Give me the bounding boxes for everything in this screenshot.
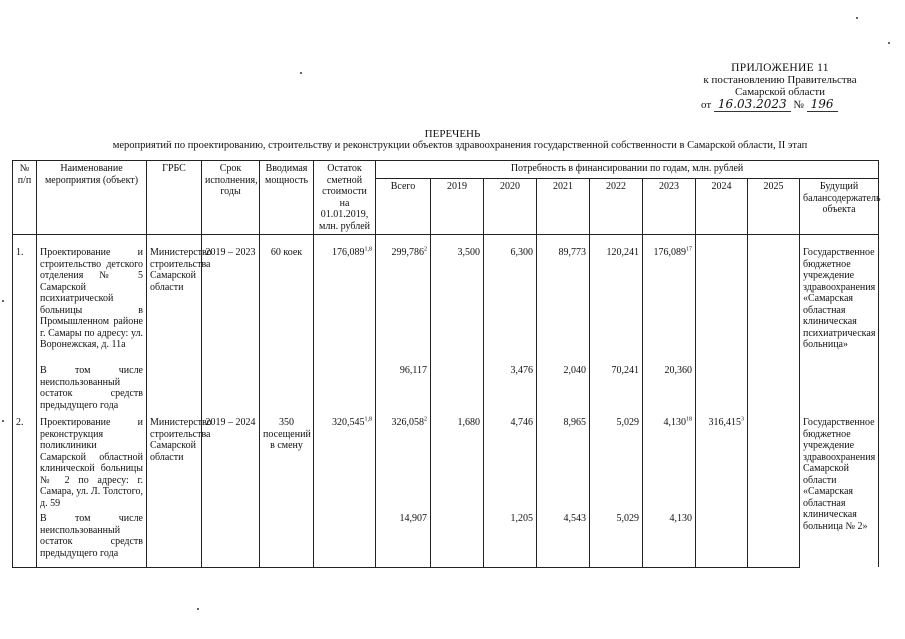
header-remaining: Остаток сметной стоимости на 01.01.2019, млн. рублей (314, 161, 376, 235)
header-2022: 2022 (590, 179, 643, 235)
header-term: Срок исполнения, годы (202, 161, 260, 235)
date-prefix: от (701, 99, 712, 111)
row-2025 (748, 245, 800, 363)
row-name: В том числе неиспользованный остаток средств предыдущего года (37, 363, 147, 415)
row-2020: 1,205 (484, 511, 537, 567)
row-2020: 6,300 (484, 245, 537, 363)
row-2024: 316,415$^3$ (696, 415, 748, 511)
projects-table (12, 160, 879, 568)
table-row (13, 363, 879, 415)
row-2023: 4,130$^{18}$ (643, 415, 696, 511)
scan-speck (2, 420, 4, 422)
row-remaining: 176,089$^{1,8}$ (314, 245, 376, 363)
header-grbs: ГРБС (147, 161, 202, 235)
appendix-date-line (695, 98, 865, 111)
row-num: 1. (13, 245, 37, 363)
scan-speck (856, 17, 858, 19)
row-name: В том числе неиспользованный остаток средств предыдущего года (37, 511, 147, 567)
row-2021: 4,543 (537, 511, 590, 567)
row-2022: 120,241 (590, 245, 643, 363)
row-total: 299,786$^2$ (376, 245, 431, 363)
appendix-line-2: Самарской области (734, 86, 826, 98)
row-total: 96,117 (376, 363, 431, 415)
row-grbs: Министерство строительства Самарской области (147, 245, 202, 363)
table-row (13, 511, 879, 567)
row-2022: 5,029 (590, 511, 643, 567)
scan-speck (2, 300, 4, 302)
row-num: 2. (13, 415, 37, 511)
row-2023: 20,360 (643, 363, 696, 415)
row-2020: 3,476 (484, 363, 537, 415)
header-capacity: Вводимая мощность (260, 161, 314, 235)
scan-speck (197, 608, 199, 610)
scan-speck (888, 42, 890, 44)
row-2019: 1,680 (431, 415, 484, 511)
row-2023: 176,089$^{17}$ (643, 245, 696, 363)
appendix-line-1: к постановлению Правительства (703, 74, 857, 86)
row-total: 14,907 (376, 511, 431, 567)
row-2021: 89,773 (537, 245, 590, 363)
row-holder: Государственное бюджетное учреждение здравоохранения «Самарская областная клиническая психиатрическая больница» (800, 245, 879, 363)
row-2020: 4,746 (484, 415, 537, 511)
scan-speck (300, 72, 302, 74)
number-prefix: № (793, 99, 804, 111)
row-2019: 3,500 (431, 245, 484, 363)
row-2021: 2,040 (537, 363, 590, 415)
table-row (13, 245, 879, 363)
row-name: Проектирование и реконструкция поликлиники Самарской областной клинической больницы № 2 по адресу: г. Самара, ул. Л. Толстого, д. 59 (37, 415, 147, 511)
row-capacity: 350 посещений в смену (260, 415, 314, 511)
header-funding-group: Потребность в финансировании по годам, млн. рублей (376, 161, 879, 179)
row-name: Проектирование и строительство детского отделения № 5 Самарской психиатрической больницы в Промышленном районе г. Самары по адресу: ул. Воронежская, д. 11а (37, 245, 147, 363)
header-total: Всего (376, 179, 431, 235)
header-2025: 2025 (748, 179, 800, 235)
row-grbs: Министерство строительства Самарской области (147, 415, 202, 511)
header-2021: 2021 (537, 179, 590, 235)
row-2021: 8,965 (537, 415, 590, 511)
appendix-number: 196 (807, 97, 838, 112)
table-row (13, 415, 879, 511)
table-header (13, 161, 879, 235)
row-remaining: 320,545$^{1,8}$ (314, 415, 376, 511)
header-2020: 2020 (484, 179, 537, 235)
appendix-date: 16.03.2023 (714, 97, 791, 112)
header-2023: 2023 (643, 179, 696, 235)
header-holder: Будущий балансодержатель объекта (800, 179, 879, 235)
document-subtitle: мероприятий по проектированию, строительству и реконструкции объектов здравоохранения государственной собственности в Самарской области, II этап (112, 140, 808, 151)
row-total: 326,058$^2$ (376, 415, 431, 511)
header-name: Наименование мероприятия (объект) (37, 161, 147, 235)
row-term: 2019 – 2024 (202, 415, 260, 511)
document-title: ПЕРЕЧЕНЬ (424, 128, 481, 140)
header-2024: 2024 (696, 179, 748, 235)
header-num: № п/п (13, 161, 37, 235)
row-2022: 5,029 (590, 415, 643, 511)
row-2024 (696, 245, 748, 363)
row-capacity: 60 коек (260, 245, 314, 363)
row-2022: 70,241 (590, 363, 643, 415)
header-2019: 2019 (431, 179, 484, 235)
appendix-block (695, 62, 865, 111)
row-holder: Государственное бюджетное учреждение здравоохранения Самарской области «Самарская областная клиническая больница № 2» (800, 415, 879, 567)
row-2023: 4,130 (643, 511, 696, 567)
appendix-title: ПРИЛОЖЕНИЕ 11 (731, 62, 829, 74)
row-term: 2019 – 2023 (202, 245, 260, 363)
